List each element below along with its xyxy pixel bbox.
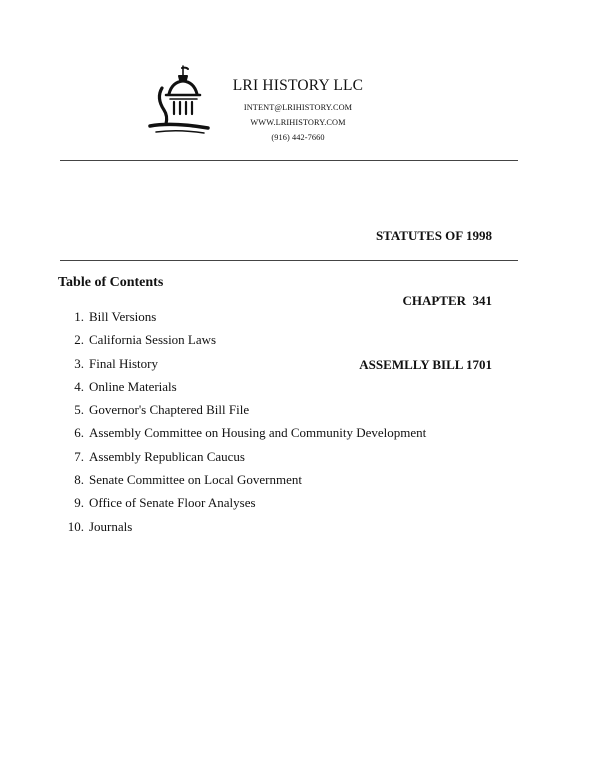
toc-item-final-history	[58, 352, 426, 375]
toc-item-governors-file	[58, 398, 426, 421]
toc-item-session-laws	[58, 328, 426, 351]
toc-item-journals	[58, 515, 426, 538]
toc-item-label: Final History	[89, 355, 158, 371]
toc-item-online-materials	[58, 375, 426, 398]
toc-item-number: 3.	[74, 355, 84, 371]
toc-item-label: Journals	[89, 518, 133, 534]
statute-divider	[60, 260, 518, 261]
toc-item-number: 7.	[74, 448, 84, 464]
statute-bill: ASSEMLLY BILL 1701	[359, 357, 492, 372]
toc-item-bill-versions	[58, 305, 426, 328]
toc-item-number: 4.	[74, 378, 84, 394]
toc-item-label: Office of Senate Floor Analyses	[89, 495, 256, 511]
toc-item-label: Senate Committee on Local Government	[89, 472, 302, 488]
statute-chapter: CHAPTER 341	[402, 292, 492, 308]
toc-item-republican-caucus	[58, 445, 426, 468]
toc-item-assembly-housing	[58, 421, 426, 444]
toc-title: Table of Contents	[58, 275, 164, 290]
company-email: INTENT@LRIHISTORY.COM	[243, 103, 353, 112]
toc-item-number: 10.	[67, 518, 84, 534]
toc-list	[58, 305, 426, 538]
company-website: WWW.LRIHISTORY.COM	[250, 118, 346, 127]
toc-item-number: 1.	[74, 309, 84, 324]
toc-item-number: 8.	[74, 472, 84, 488]
toc-item-number: 6.	[74, 425, 84, 441]
statute-year: STATUTES OF 1998	[375, 228, 492, 243]
toc-item-label: Bill Versions	[89, 309, 157, 324]
toc-item-label: California Session Laws	[89, 332, 217, 348]
capitol-dome-icon	[142, 64, 214, 138]
toc-item-senate-local-gov	[58, 468, 426, 491]
toc-item-senate-floor	[58, 491, 426, 514]
toc-item-number: 9.	[74, 495, 84, 511]
toc-item-label: Assembly Committee on Housing and Community Development	[89, 425, 427, 441]
toc-item-label: Governor's Chaptered Bill File	[89, 402, 250, 418]
header-divider	[60, 160, 518, 161]
toc-item-number: 5.	[74, 402, 84, 418]
company-name: LRI HISTORY LLC	[232, 77, 364, 94]
company-block	[228, 76, 368, 145]
company-phone: (916) 442-7660	[271, 133, 325, 142]
toc-item-label: Online Materials	[89, 378, 177, 394]
toc-item-label: Assembly Republican Caucus	[89, 448, 245, 464]
toc-item-number: 2.	[74, 332, 84, 348]
